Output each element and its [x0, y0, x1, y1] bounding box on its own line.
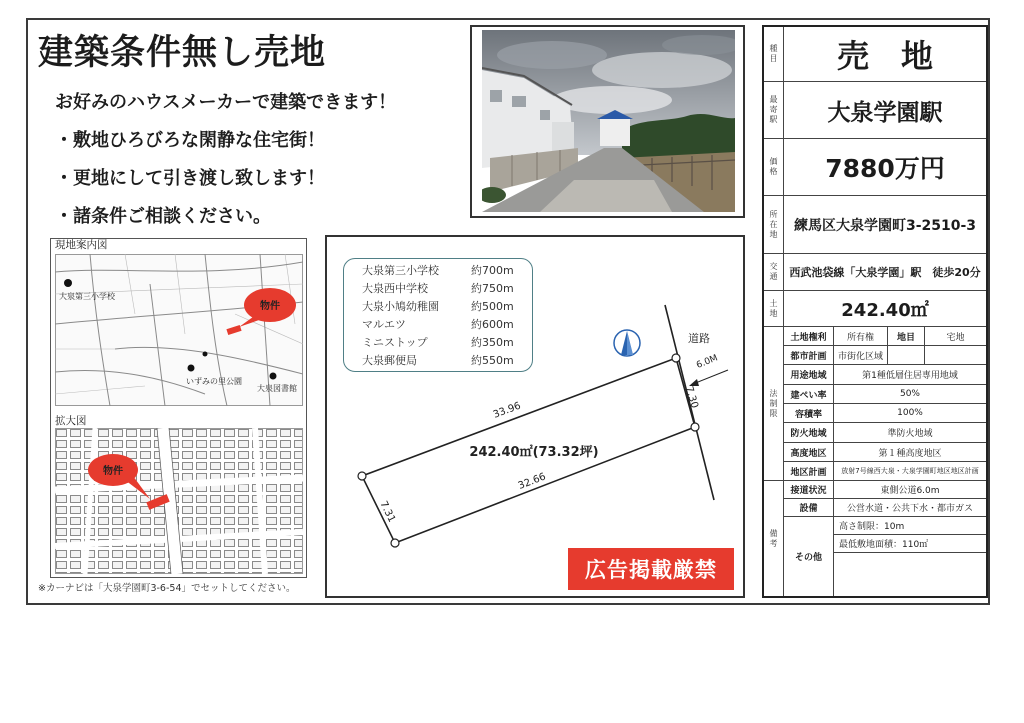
nearby-facilities-list [343, 258, 533, 372]
side-length-north: 33.96 [491, 400, 523, 421]
facility-distance: 約350m [471, 336, 514, 349]
row-label-text: 土地 [769, 298, 778, 319]
road-access-label: 接道状況 [784, 481, 834, 499]
section-label-text: 備考 [769, 528, 778, 549]
facility-distance: 約600m [471, 318, 514, 331]
fire-zone-label: 防火地域 [784, 423, 834, 443]
selling-point: お好みのハウスメーカーで建築できます！ [55, 92, 397, 113]
section-label-remarks [764, 481, 784, 596]
selling-point: ・敷地ひろびろな閑静な住宅街！ [55, 130, 325, 151]
row-label-access [764, 254, 784, 291]
list-item [344, 334, 532, 352]
facility-distance: 約750m [471, 282, 514, 295]
plot-area-label: 242.40㎡(73.32坪) [469, 445, 599, 460]
map-marker-icon [203, 352, 208, 357]
land-area-value: 242.40㎡ [784, 291, 986, 327]
district-plan-label: 地区計画 [784, 462, 834, 481]
north-arrow-icon [614, 330, 640, 356]
facility-name: 大泉西中学校 [362, 282, 428, 295]
coverage-ratio-label: 建ぺい率 [784, 385, 834, 404]
plot-corner [358, 472, 366, 480]
location-map-label: 現地案内図 [55, 239, 108, 251]
property-type-value: 売 地 [784, 27, 986, 82]
row-label-price [764, 139, 784, 196]
row-label-address [764, 196, 784, 254]
facility-name: 大泉郵便局 [362, 354, 417, 367]
road-label: 道路 [688, 332, 710, 345]
fire-zone-value: 準防火地域 [834, 423, 986, 443]
row-label-text: 所在地 [769, 209, 778, 240]
road-width-arrow [689, 370, 728, 386]
school-marker-icon [64, 279, 72, 287]
property-summary-table [762, 25, 988, 598]
road-width-label: 6.0M [695, 353, 720, 371]
price-value: 7880万円 [784, 139, 986, 196]
row-label-text: 交通 [769, 262, 778, 282]
landmark-label: 大泉図書館 [257, 384, 297, 393]
district-plan-value: 放射7号線西大泉・大泉学園町地区地区計画 [834, 462, 986, 481]
side-length-east: 7.30 [683, 385, 700, 410]
empty-cell [834, 553, 986, 596]
side-length-west: 7.31 [377, 499, 398, 525]
land-category-value: 宅地 [925, 327, 986, 346]
facility-name: ミニストップ [362, 336, 428, 349]
nearest-station-value: 大泉学園駅 [784, 82, 986, 139]
park-marker-icon [188, 365, 195, 372]
list-item [344, 352, 532, 370]
side-length-south: 32.66 [516, 471, 548, 492]
other-label: その他 [784, 517, 834, 596]
land-right-label: 土地権利 [784, 327, 834, 346]
property-tag: 物件 [103, 466, 123, 477]
facility-name: マルエツ [362, 318, 406, 331]
page-title: 建築条件無し売地 [38, 33, 327, 73]
height-district-label: 高度地区 [784, 443, 834, 462]
property-tag: 物件 [260, 301, 280, 312]
utilities-value: 公営水道・公共下水・都市ガス [834, 499, 986, 517]
empty-cell [925, 346, 986, 365]
car-navi-note: ※カーナビは「大泉学園町3-6-54」でセットしてください。 [38, 583, 296, 594]
other-item: 高さ制限：10m [834, 517, 986, 535]
use-zone-value: 第1種低層住居専用地域 [834, 365, 986, 385]
empty-cell [888, 346, 925, 365]
land-right-value: 所有権 [834, 327, 888, 346]
landmark-label: 大泉第三小学校 [59, 292, 115, 301]
list-item [344, 280, 532, 298]
height-district-value: 第１種高度地区 [834, 443, 986, 462]
no-reprint-notice: 広告掲載厳禁 [568, 548, 734, 590]
row-label-type [764, 27, 784, 82]
detail-map-label: 拡大図 [55, 415, 87, 427]
selling-point: ・更地にして引き渡し致します！ [55, 168, 325, 189]
plot-corner [691, 423, 699, 431]
list-item [344, 316, 532, 334]
section-label-text: 法制限 [769, 388, 778, 419]
facility-name: 大泉第三小学校 [362, 264, 439, 277]
list-item [344, 298, 532, 316]
other-item: 最低敷地面積：110㎡ [834, 535, 986, 553]
use-zone-label: 用途地域 [784, 365, 834, 385]
landmark-label: いずみの里公園 [186, 377, 242, 386]
list-item [344, 262, 532, 280]
row-label-station [764, 82, 784, 139]
library-marker-icon [270, 373, 277, 380]
facility-name: 大泉小鳩幼稚園 [362, 300, 439, 313]
land-category-label: 地目 [888, 327, 925, 346]
facility-distance: 約500m [471, 300, 514, 313]
address-value: 練馬区大泉学園町3-2510-3 [784, 196, 986, 254]
property-photo-frame [470, 25, 745, 218]
coverage-ratio-value: 50% [834, 385, 986, 404]
plot-corner [672, 354, 680, 362]
access-value: 西武池袋線「大泉学園」駅 徒歩20分 [784, 254, 986, 291]
section-label-legal [764, 327, 784, 481]
facility-distance: 約700m [471, 264, 514, 277]
utilities-label: 設備 [784, 499, 834, 517]
property-photo [482, 30, 735, 212]
detail-map [55, 428, 303, 574]
plot-corner [391, 539, 399, 547]
row-label-text: 最寄駅 [769, 95, 778, 125]
city-planning-value: 市街化区域 [834, 346, 888, 365]
row-label-land [764, 291, 784, 327]
city-planning-label: 都市計画 [784, 346, 834, 365]
floor-area-ratio-value: 100% [834, 404, 986, 423]
selling-point: ・諸条件ご相談ください。 [55, 206, 271, 227]
facility-distance: 約550m [471, 354, 514, 367]
road-access-value: 東側公道6.0m [834, 481, 986, 499]
location-map [55, 254, 303, 406]
floor-area-ratio-label: 容積率 [784, 404, 834, 423]
row-label-text: 価格 [769, 157, 778, 177]
row-label-text: 種目 [769, 44, 778, 64]
